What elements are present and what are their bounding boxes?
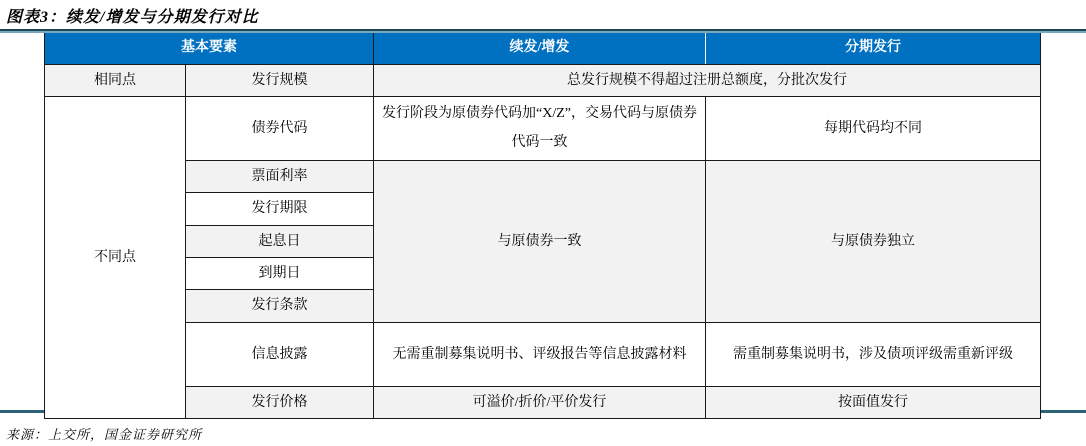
page-title: 图表3：续发/增发与分期发行对比 <box>6 9 259 26</box>
element-cell-value-date: 起息日 <box>186 225 374 257</box>
element-cell-issue-scale: 发行规模 <box>186 64 374 96</box>
value-cell-issue-scale-shared: 总发行规模不得超过注册总额度，分批次发行 <box>374 64 1041 96</box>
element-cell-maturity-date: 到期日 <box>186 258 374 290</box>
value-cell-merged-reissue-same-as-original: 与原债券一致 <box>374 160 706 322</box>
value-cell-issue-price-installment: 按面值发行 <box>706 386 1041 418</box>
group-cell-similarities: 相同点 <box>45 64 186 96</box>
table-row-issue-scale <box>45 64 1041 96</box>
table-row-disclosure <box>45 322 1041 386</box>
value-cell-disclosure-installment: 需重制募集说明书，涉及债项评级需重新评级 <box>706 322 1041 386</box>
element-cell-bond-code: 债券代码 <box>186 96 374 160</box>
value-cell-disclosure-reissue: 无需重制募集说明书、评级报告等信息披露材料 <box>374 322 706 386</box>
table-header-row <box>45 33 1041 64</box>
group-cell-differences: 不同点 <box>45 96 186 418</box>
element-cell-disclosure: 信息披露 <box>186 322 374 386</box>
header-cell-reissue: 续发/增发 <box>374 33 706 64</box>
element-cell-issue-terms: 发行条款 <box>186 290 374 322</box>
value-cell-issue-price-reissue: 可溢价/折价/平价发行 <box>374 386 706 418</box>
value-cell-bond-code-installment: 每期代码均不同 <box>706 96 1041 160</box>
comparison-table <box>44 33 1041 419</box>
header-cell-basic-elements: 基本要素 <box>45 33 374 64</box>
header-cell-installment: 分期发行 <box>706 33 1041 64</box>
element-cell-issue-price: 发行价格 <box>186 386 374 418</box>
table-row-issue-price <box>45 386 1041 418</box>
source-note: 来源：上交所，国金证券研究所 <box>6 427 203 442</box>
value-cell-bond-code-reissue: 发行阶段为原债券代码加“X/Z”，交易代码与原债券代码一致 <box>374 96 706 160</box>
table-row-bond-code <box>45 96 1041 160</box>
element-cell-coupon-rate: 票面利率 <box>186 160 374 192</box>
element-cell-issue-term: 发行期限 <box>186 193 374 225</box>
table-row-coupon-rate <box>45 160 1041 192</box>
value-cell-merged-installment-independent: 与原债券独立 <box>706 160 1041 322</box>
